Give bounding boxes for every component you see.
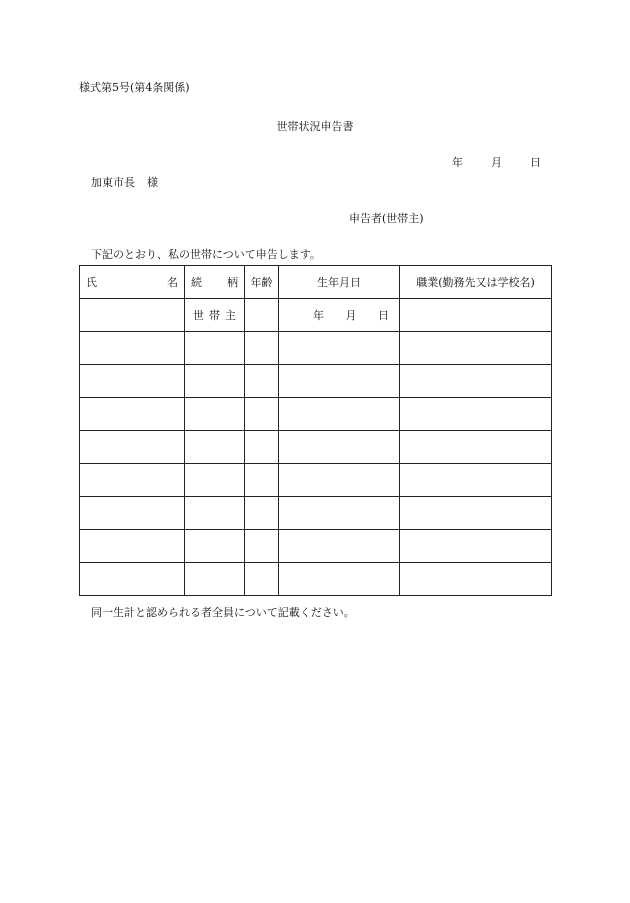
relationship-cell[interactable] [185, 398, 245, 431]
relationship-cell[interactable] [185, 332, 245, 365]
relationship-cell[interactable] [185, 530, 245, 563]
name-cell[interactable] [80, 332, 185, 365]
table-row [80, 563, 552, 596]
header-birthdate: 生年月日 [279, 266, 400, 299]
table-row [80, 299, 552, 332]
household-table [79, 265, 552, 596]
date-month-label: 月 [491, 156, 502, 169]
date-year-label: 年 [452, 156, 463, 169]
table-header-row [80, 266, 552, 299]
birthdate-cell[interactable] [279, 365, 400, 398]
age-cell[interactable] [245, 497, 279, 530]
relationship-cell: 世 帯 主 [185, 299, 245, 332]
name-cell[interactable] [80, 398, 185, 431]
table-row [80, 530, 552, 563]
name-cell[interactable] [80, 365, 185, 398]
table-row [80, 431, 552, 464]
birthdate-cell[interactable] [279, 530, 400, 563]
age-cell[interactable] [245, 398, 279, 431]
age-cell[interactable] [245, 563, 279, 596]
occupation-cell[interactable] [400, 398, 552, 431]
name-cell[interactable] [80, 431, 185, 464]
birthdate-cell[interactable] [279, 563, 400, 596]
header-name: 氏 名 [80, 266, 185, 299]
age-cell[interactable] [245, 299, 279, 332]
occupation-cell[interactable] [400, 431, 552, 464]
table-row [80, 365, 552, 398]
name-cell[interactable] [80, 563, 185, 596]
date-day-label: 日 [530, 156, 541, 169]
applicant-label: 申告者(世帯主) [349, 212, 424, 225]
header-age: 年齢 [245, 266, 279, 299]
age-cell[interactable] [245, 332, 279, 365]
occupation-cell[interactable] [400, 332, 552, 365]
table-row [80, 497, 552, 530]
age-cell[interactable] [245, 365, 279, 398]
intro-text: 下記のとおり、私の世帯について申告します。 [91, 248, 321, 261]
header-relationship: 続 柄 [185, 266, 245, 299]
birthdate-cell[interactable] [279, 431, 400, 464]
addressee [91, 177, 158, 188]
age-cell[interactable] [245, 530, 279, 563]
document-title: 世帯状況申告書 [276, 120, 354, 133]
table-row [80, 398, 552, 431]
birthdate-cell[interactable] [279, 398, 400, 431]
name-cell[interactable] [80, 497, 185, 530]
occupation-cell[interactable] [400, 563, 552, 596]
footnote: 同一生計と認められる者全員について記載ください。 [91, 606, 355, 619]
occupation-cell[interactable] [400, 530, 552, 563]
header-occupation: 職業(勤務先又は学校名) [400, 266, 552, 299]
birthdate-cell[interactable]: 年 月 日 [279, 299, 400, 332]
relationship-cell[interactable] [185, 365, 245, 398]
occupation-cell[interactable] [400, 299, 552, 332]
occupation-cell[interactable] [400, 365, 552, 398]
relationship-cell[interactable] [185, 431, 245, 464]
occupation-cell[interactable] [400, 497, 552, 530]
name-cell[interactable] [80, 530, 185, 563]
relationship-cell[interactable] [185, 497, 245, 530]
table-row [80, 332, 552, 365]
table-row [80, 464, 552, 497]
addressee-name: 加東市長 [91, 176, 135, 189]
relationship-cell[interactable] [185, 563, 245, 596]
date-line [452, 157, 541, 168]
addressee-honorific: 様 [147, 176, 158, 189]
name-cell[interactable] [80, 299, 185, 332]
birthdate-cell[interactable] [279, 332, 400, 365]
birthdate-cell[interactable] [279, 497, 400, 530]
occupation-cell[interactable] [400, 464, 552, 497]
birthdate-cell[interactable] [279, 464, 400, 497]
age-cell[interactable] [245, 431, 279, 464]
name-cell[interactable] [80, 464, 185, 497]
relationship-cell[interactable] [185, 464, 245, 497]
form-number: 様式第5号(第4条関係) [79, 81, 190, 94]
age-cell[interactable] [245, 464, 279, 497]
